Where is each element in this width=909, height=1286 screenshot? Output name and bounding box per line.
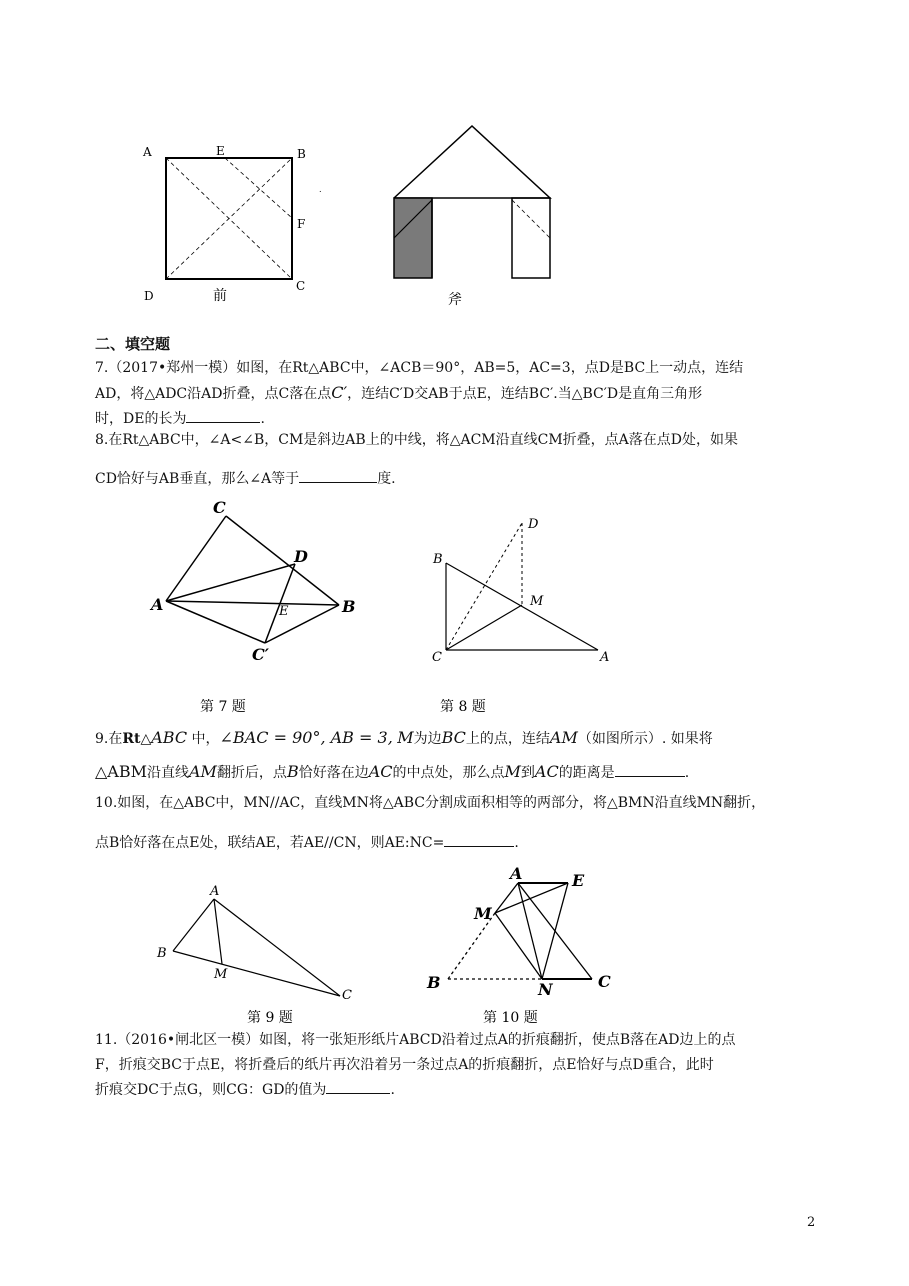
fig9-label-c: C [342,988,352,1003]
label-d: D [144,289,154,303]
fig9-label-m: M [214,967,228,982]
q9-l1-a: 9.在 [95,731,123,747]
q11-line3-text: 折痕交DC于点G，则CG：GD的值为 [95,1082,327,1098]
fig7-label-e: E [279,604,289,619]
fig7-label-d: D [294,547,308,566]
fig7-label-cprime: C′ [252,645,269,664]
q9-l2-a: 沿直线 [147,765,189,781]
q8-line2-end: 度. [377,471,396,487]
q9-rt: Rt△ [122,731,152,747]
q11-answer-blank[interactable] [326,1079,390,1094]
q7-line3-end: . [260,411,265,427]
figures-7-8 [0,495,909,720]
q9-abc: ABC [151,728,188,747]
q8-line2 [95,468,396,489]
q9-l2-d: 的中点处，那么点 [392,765,505,781]
q10-line2 [95,832,519,853]
q9-answer-blank[interactable] [615,762,685,777]
dot-mark: . [319,185,322,194]
fig8-label-d: D [528,517,539,532]
caption-fig10: 第 10 题 [483,1010,538,1026]
fig10-label-m: M [474,904,492,923]
q9-line1 [95,728,713,749]
q9-l1-d: 上的点，连结 [465,731,550,747]
q9-l2-c: 恰好落在边 [298,765,369,781]
fig9-label-b: B [157,946,167,961]
q9-m: M [397,728,414,747]
q10-line2-text: 点B恰好落在点E处，联结AE，若AE//CN，则AE:NC= [95,835,445,851]
figure-9 [156,884,352,1003]
caption-front: 前 [213,288,227,304]
fig7-label-b: B [342,597,356,616]
shaded-panel [394,198,432,278]
q11-line3-end: . [390,1082,395,1098]
label-c: C [296,279,306,293]
q7-line3-text: 时，DE的长为 [95,411,187,427]
q8-line1: 8.在Rt△ABC中，∠A<∠B，CM是斜边AB上的中线，将△ACM沿直线CM折叠，点A落在点D处，如果 [95,432,739,448]
q8-answer-blank[interactable] [299,468,377,483]
caption-fig8: 第 8 题 [440,699,486,715]
q9-am: AM [549,728,578,747]
label-a: A [143,145,152,159]
q7-line2-a: AD，将△ADC沿AD折叠，点C落在点 [95,386,332,402]
q9-l2-e: 到 [520,765,535,781]
page-number: 2 [807,1215,816,1230]
q9-l2-am: AM [189,762,217,781]
fig10-label-e: E [572,871,585,890]
q8-line2-text: CD恰好与AB垂直，那么∠A等于 [95,471,300,487]
q9-l2-b: 翻折后，点 [216,765,287,781]
right-pillar [512,198,550,278]
figure-8 [432,517,609,665]
caption-back: 斧 [448,292,462,308]
label-f: F [297,217,306,231]
figures-9-10 [0,860,909,1030]
right-fold-line [512,200,550,238]
q9-l2-M: M [504,762,521,781]
fig9-label-a: A [210,884,220,899]
fig10-label-a: A [510,864,523,883]
q9-l1-e: （如图所示）. 如果将 [577,731,713,747]
fig7-label-a: A [151,595,164,614]
top-figure [0,0,909,320]
q10-answer-blank[interactable] [444,832,514,847]
q7-line2 [95,383,702,404]
q10-line2-end: . [514,835,519,851]
q7-cprime: C′ [331,383,348,402]
fig8-label-m: M [530,594,544,609]
q11-line2: F，折痕交BC于点E，将折叠后的纸片再次沿着另一条过点A的折痕翻折，点E恰好与点D重合，此时 [95,1057,714,1073]
q9-l2-end: . [684,765,690,781]
fig10-label-b: B [427,973,441,992]
figure-7 [149,498,356,664]
section-heading: 二、填空题 [95,335,171,353]
q11-line1: 11.（2016•闸北区一模）如图，将一张矩形纸片ABCD沿着过点A的折痕翻折，使点B落在AD边上的点 [95,1032,736,1048]
q9-l1-b: 中， [191,731,220,747]
q7-answer-blank[interactable] [186,408,260,423]
q9-angle: ∠BAC = 90°, AB = 3, [219,728,393,747]
q9-l2-ac: AC [368,762,393,781]
q9-l1-c: 为边 [413,731,442,747]
caption-fig7: 第 7 题 [200,699,246,715]
q7-line1: 7.（2017•郑州一模）如图，在Rt△ABC中，∠ACB＝90°，AB=5，AC=3，点D是BC上一动点，连结 [95,360,744,376]
roof-triangle [394,126,550,198]
q7-line3 [95,408,265,429]
q9-bc: BC [441,728,466,747]
q9-l2-B: B [286,762,299,781]
caption-fig9: 第 9 题 [247,1010,293,1026]
label-e: E [216,144,225,158]
fig8-label-c: C [432,650,442,665]
q9-l2-ac2: AC [534,762,559,781]
fig8-label-b: B [433,552,443,567]
q9-l2-f: 的距离是 [558,765,615,781]
q11-line3 [95,1079,395,1100]
q7-line2-b: ，连结C′D交AB于点E，连结BC′.当△BC′D是直角三角形 [347,386,703,402]
figure-10 [426,864,611,999]
segment-ef [225,158,292,218]
fig10-label-n: N [538,980,553,999]
q10-line1: 10.如图，在△ABC中，MN//AC，直线MN将△ABC分割成面积相等的两部分，将△BMN沿直线MN翻折， [95,795,766,811]
fig7-label-c: C [213,498,226,517]
q9-tri: △ABM [95,762,147,781]
fig8-label-a: A [600,650,610,665]
label-b: B [297,147,306,161]
q9-line2 [95,762,689,783]
fig10-label-c: C [598,972,611,991]
